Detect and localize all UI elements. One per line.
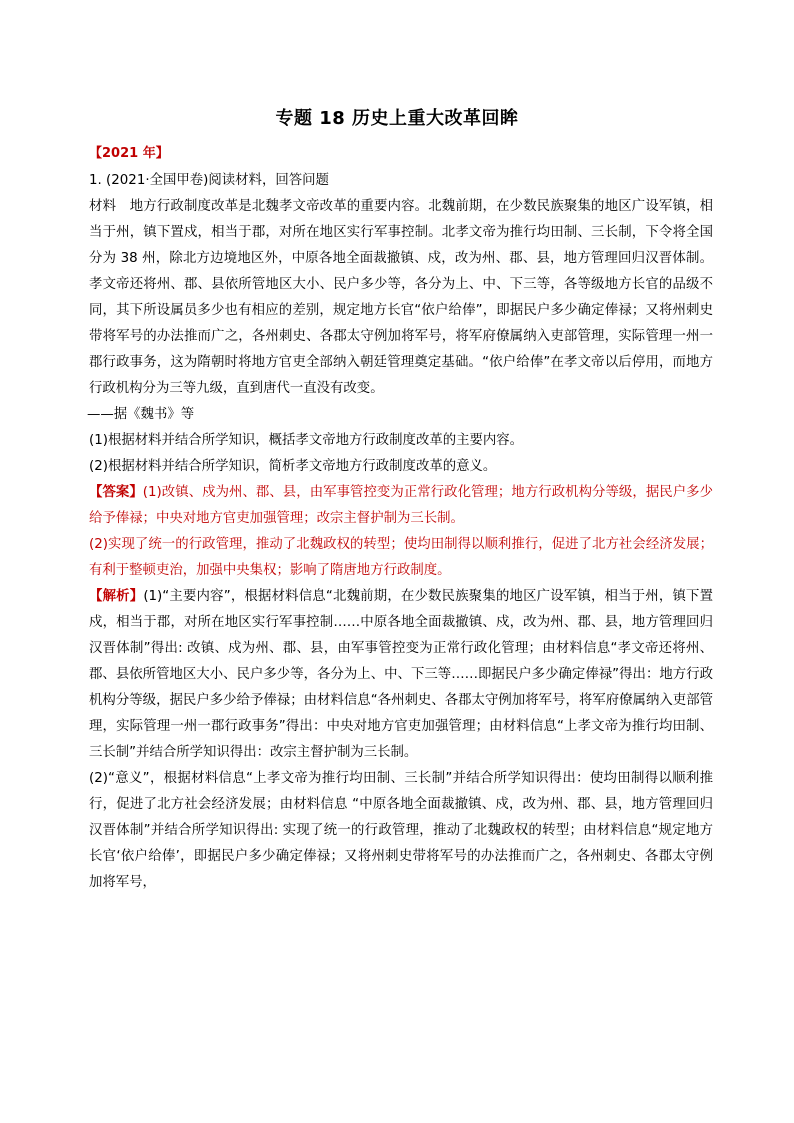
page-title: 专题 18 历史上重大改革回眸 — [275, 108, 519, 129]
document-body — [89, 144, 713, 896]
answer-label: 【答案】 — [89, 485, 143, 500]
question-1: (1)根据材料并结合所学知识，概括孝文帝地方行政制度改革的主要内容。 — [89, 433, 524, 448]
analysis-block — [89, 584, 713, 766]
answer-part-2: (2)实现了统一的行政管理，推动了北魏政权的转型；使均田制得以顺利推行，促进了北方社会经济发展；有利于整顿吏治，加强中央集权；影响了隋唐地方行政制度。 — [89, 537, 713, 578]
answer-block — [89, 480, 713, 532]
material-source: ——据《魏书》等 — [87, 407, 195, 422]
question-2: (2)根据材料并结合所学知识，简析孝文帝地方行政制度改革的意义。 — [89, 459, 497, 474]
material-paragraph: 材料 地方行政制度改革是北魏孝文帝改革的重要内容。北魏前期，在少数民族聚集的地区广设军镇，相当于州，镇下置戍，相当于郡，对所在地区实行军事控制。北孝文帝为推行均田制、三长制，下令将全国分为 38 州，除北方边境地区外，中原各地全面裁撤镇、戍，改为州、郡、县，地方管理回归汉晋体制。孝文帝还将州、郡、县依所管地区大小、民户多少等，各分为上、中、下三等，各等级地方长官的品级不同，其下所设属员多少也有相应的差别，规定地方长官“依户给俸”，即据民户多少确定俸禄；又将州刺史带将军号的办法推而广之，各州刺史、各郡太守例加将军号，将军府僚属纳入吏部管理，实际管理一州一郡行政事务，这为隋朝时将地方官吏全部纳入朝廷管理奠定基础。“依户给俸”在孝文帝以后停用，而地方行政机构分为三等九级，直到唐代一直没有改变。 — [89, 199, 713, 396]
analysis-part-1: (1)“主要内容”，根据材料信息“北魏前期，在少数民族聚集的地区广设军镇，相当于州，镇下置戍，相当于郡，对所在地区实行军事控制……中原各地全面裁撤镇、戍，改为州、郡、县，地方管理回归汉晋体制”得出: 改镇、戍为州、郡、县，由军事管控变为正常行政化管理；由材料信息“孝文帝还将州、郡、县依所管地区大小、民户多少等，各分为上、中、下三等……即据民户多少确定俸禄”得出：地方行政机构分等级，据民户多少给予俸禄；由材料信息“各州刺史、各郡太守例加将军号，将军府僚属纳入吏部管理，实际管理一州一郡行政事务”得出：中央对地方官吏加强管理；由材料信息“上孝文帝为推行均田制、三长制”并结合所学知识得出：改宗主督护制为三长制。 — [89, 589, 713, 760]
question-intro: 1. (2021·全国甲卷)阅读材料，回答问题 — [89, 173, 329, 188]
section-year-heading: 【2021 年】 — [89, 146, 169, 161]
analysis-label: 【解析】 — [89, 589, 144, 604]
analysis-part-2: (2)“意义”，根据材料信息“上孝文帝为推行均田制、三长制”并结合所学知识得出：使均田制得以顺利推行，促进了北方社会经济发展；由材料信息 “中原各地全面裁撤镇、戍，改为州、郡、县，地方管理回归汉晋体制”并结合所学知识得出: 实现了统一的行政管理，推动了北魏政权的转型；由材料信息“规定地方长官‘依户给俸’，即据民户多少确定俸禄；又将州刺史带将军号的办法推而广之，各州刺史、各郡太守例加将军号， — [89, 771, 713, 890]
answer-part-1: (1)改镇、戍为州、郡、县，由军事管控变为正常行政化管理；地方行政机构分等级，据民户多少给予俸禄；中央对地方官吏加强管理；改宗主督护制为三长制。 — [89, 485, 713, 526]
